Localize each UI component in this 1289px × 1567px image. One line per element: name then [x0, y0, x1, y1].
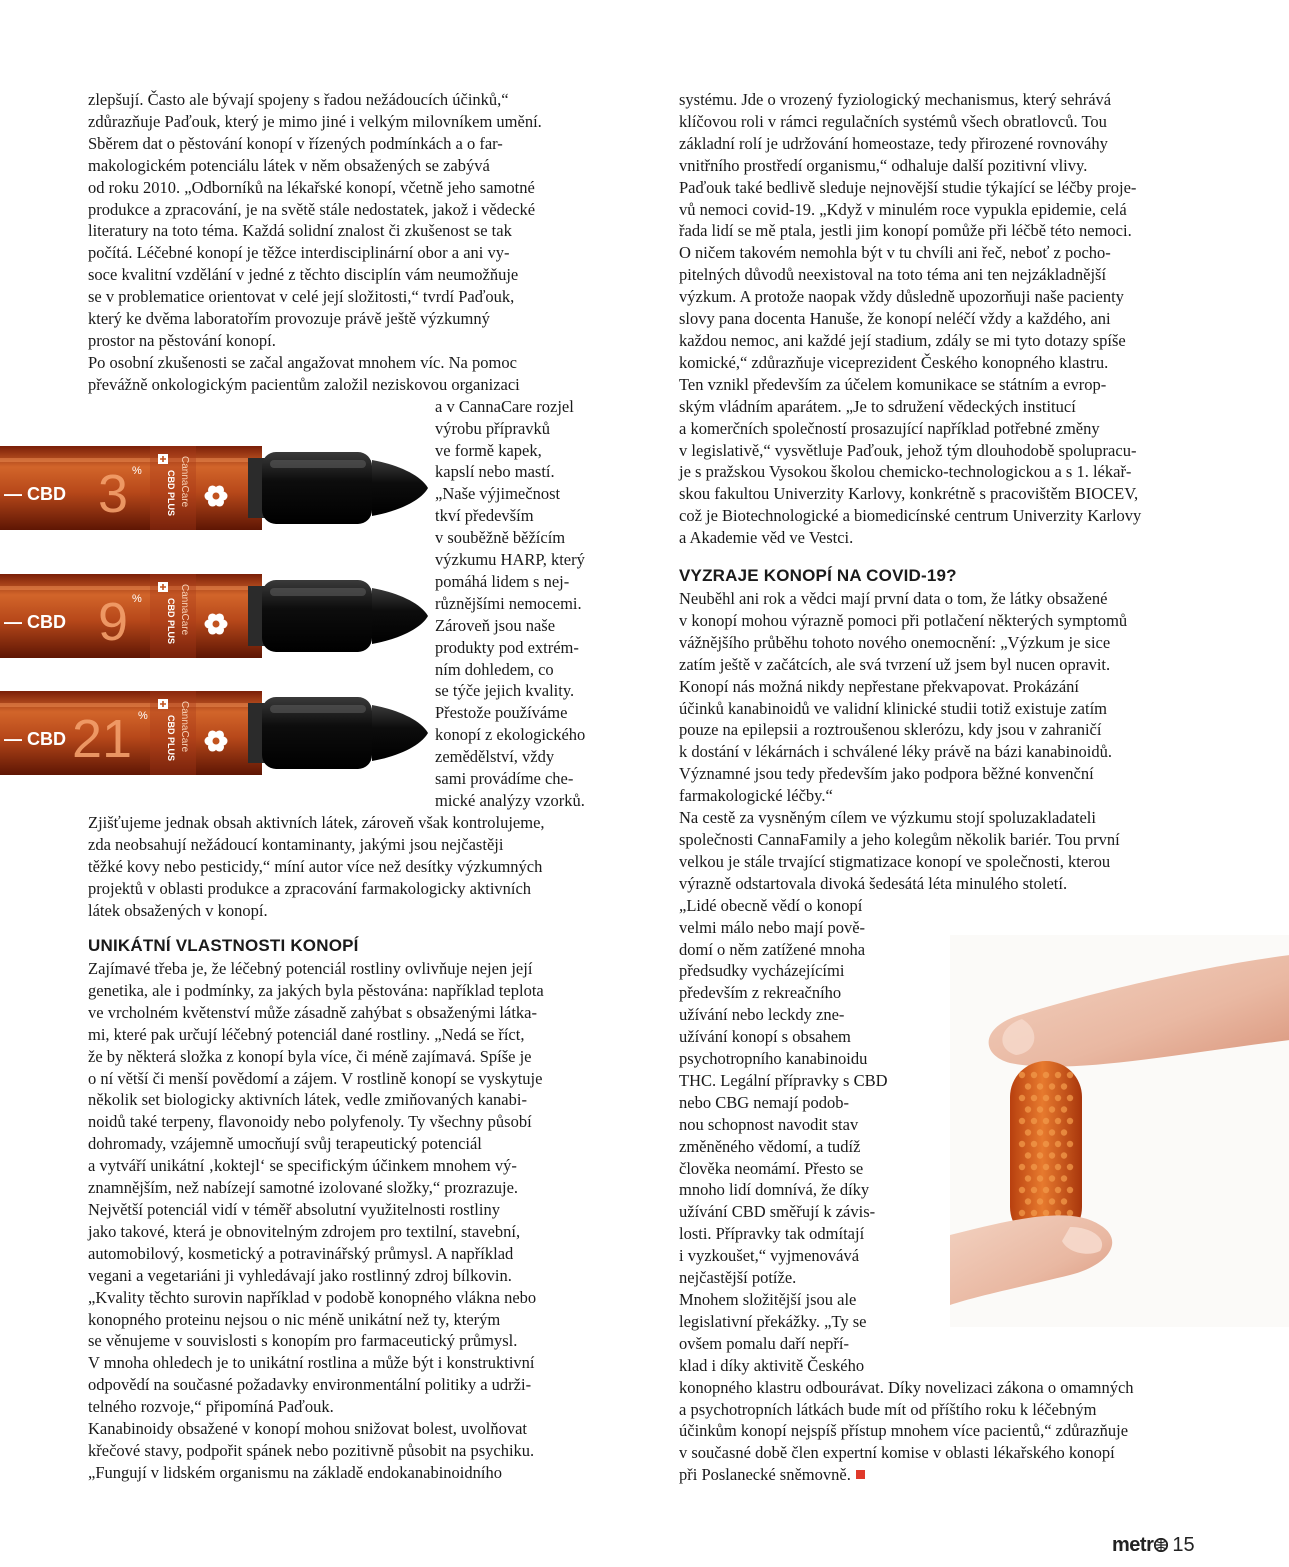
text-line: konopí z ekologického: [435, 725, 586, 745]
text-line: jako takové, která je obnovitelným zdrojem pro textilní, stavební,: [88, 1221, 521, 1241]
left-top-paragraph: [88, 89, 613, 396]
text-line: O ničem takovém nemohla být v tu chvíli ani řeč, neboť z pocho-: [679, 243, 1111, 263]
text-line: Paďouk také bedlivě sleduje nejnovější studie týkající se léčby proje-: [679, 177, 1137, 197]
text-line: pomáhá lidem s nej-: [435, 571, 570, 591]
text-line: velkou je stále trvající stigmatizace konopí ve společnosti, kterou: [679, 851, 1111, 871]
bottle-percent: 9: [98, 592, 129, 652]
text-line: makologickém potenciálu látek v něm obsažených se zabývá: [88, 155, 490, 175]
text-line: V mnoha ohledech je to unikátní rostlina a může být i konstruktivní: [88, 1353, 535, 1373]
text-line: „Naše výjimečnost: [435, 484, 561, 504]
text-line: účinkům konopí nejspíš přístup mnohem více pacientů,“ zdůrazňuje: [679, 1421, 1129, 1441]
text-line: nebo CBG nemají podob-: [679, 1092, 850, 1112]
text-line: noidů také terpeny, flavonoidy nebo polyfenoly. Ty všechny působí: [88, 1112, 532, 1132]
text-line: mické analýzy vzorků.: [435, 791, 585, 810]
text-line: literatury na toto téma. Každá solidní znalost či zkušenost se tak: [88, 221, 512, 241]
metro-logo-text: metr: [1112, 1534, 1154, 1556]
text-line: THC. Legální přípravky s CBD: [679, 1070, 888, 1090]
text-line: v souběžně běžícím: [435, 528, 566, 548]
text-line: řada lidí se mě ptala, jestli jim konopí pomůže při léčbě této nemoci.: [679, 221, 1132, 241]
text-line: užívání konopí s obsahem: [679, 1027, 851, 1047]
text-line: výrazně odstartovala divoká šedesátá léta minulého století.: [679, 873, 1068, 893]
text-line: předsudky vycházejícími: [679, 961, 845, 981]
text-line: legislativní překážky. „Ty se: [679, 1311, 867, 1331]
right-column: [679, 89, 1201, 549]
text-line: výzkum. A protože naopak vždy důsledně upozorňuji naše pacienty: [679, 287, 1124, 307]
page-footer: [1112, 1534, 1195, 1557]
text-line: mnoho lidí domnívá, že díky: [679, 1180, 870, 1200]
bottle-sub-label: CBD PLUS: [166, 715, 176, 762]
text-line: Největší potenciál vidí v téměř absolutní využitelnosti rostliny: [88, 1199, 500, 1219]
text-line: losti. Přípravky tak odmítají: [679, 1224, 865, 1244]
bottle-sub-label: CBD PLUS: [166, 470, 176, 517]
dropper-bottle: [0, 446, 428, 530]
text-line: základní rolí je udržování homeostaze, tedy přirozené rovnováhy: [679, 133, 1108, 153]
text-line: Zároveň jsou naše: [435, 615, 556, 635]
text-line: klíčovou roli v rámci regulačních systémů všech obratlovců. Tou: [679, 111, 1107, 131]
text-line: Po osobní zkušenosti se začal angažovat mnohem víc. Na pomoc: [88, 352, 517, 372]
text-line: farmakologické léčby.“: [679, 786, 833, 806]
text-line: různějšími nemocemi.: [435, 593, 582, 613]
text-line: systému. Jde o vrozený fyziologický mechanismus, který sehrává: [679, 90, 1112, 109]
text-line: účinků kanabinoidů ve validní klinické studii totiž existuje zatím: [679, 698, 1107, 718]
text-line: je s pražskou Vysokou školou chemicko-technologickou a s 1. lékař-: [679, 462, 1132, 482]
text-line: a psychotropních látkách bude mít od příštího roku k léčebným: [679, 1399, 1097, 1419]
metro-logo: [1112, 1534, 1169, 1557]
text-line: vnitřního prostředí organismu,“ odhaluje další pozitivní vlivy.: [679, 155, 1088, 175]
text-line: Významné jsou tedy především jako podpora běžné konvenční: [679, 764, 1094, 784]
text-line: zemědělství, vždy: [435, 747, 555, 767]
text-line: ve vrcholném květenství může zásadně zahýbat s obsaženými látka-: [88, 1002, 537, 1022]
bottle-cbd-label: — CBD: [4, 484, 66, 504]
text-line: od roku 2010. „Odborníků na lékařské konopí, včetně jeho samotné: [88, 177, 535, 197]
text-line: zdůrazňuje Paďouk, který je mimo jiné i velkým milovníkem umění.: [88, 111, 542, 131]
right-top-paragraph: [679, 89, 1201, 549]
text-line: sami provádíme che-: [435, 769, 574, 789]
text-line: Neuběhl ani rok a vědci mají první data o tom, že látky obsažené: [679, 589, 1108, 608]
text-line: vegani a vegetariáni ji vyhledávají jako rostlinný zdroj bílkovin.: [88, 1265, 512, 1285]
left-mid-paragraph: [88, 812, 613, 922]
text-line: velmi málo nebo mají pově-: [679, 917, 866, 937]
text-line: k dostání v lékárnách i schválené léky právě na bázi kanabinoidů.: [679, 742, 1112, 762]
text-line: pouze na epilepsii a roztroušenou sklerózu, kdy jsou v zahraničí: [679, 720, 1102, 740]
text-line: Konopí nás možná nikdy nepřestane překvapovat. Prokázání: [679, 676, 1080, 696]
text-line: prostor na pěstování konopí.: [88, 330, 276, 350]
text-line: ským vládním aparátem. „Je to sdružení vědeckých institucí: [679, 396, 1076, 416]
bottle-cbd-label: — CBD: [4, 612, 66, 632]
text-line: člověka neomámí. Přesto se: [679, 1158, 864, 1178]
bottle-percent: 21: [72, 709, 133, 769]
text-line: který ke dvěma laboratořím provozuje právě ještě výzkumný: [88, 309, 490, 329]
text-line: „Lidé obecně vědí o konopí: [679, 895, 863, 915]
text-line: zatím ještě v začátcích, ale svá tvrzení už jsem byl nucen opravit.: [679, 654, 1111, 674]
bottle-brand: CannaCare: [179, 456, 190, 508]
dropper-bottle: [0, 691, 428, 775]
text-line: těžké kovy nebo pesticidy,“ míní autor více než desítky výzkumných: [88, 856, 543, 876]
dropper-bottle: [0, 574, 428, 658]
text-line: výrobu přípravků: [435, 418, 551, 438]
text-line: vážnějšího průběhu tohoto nového onemocnění: „Výzkum je sice: [679, 632, 1111, 652]
page-number: 15: [1172, 1534, 1195, 1556]
text-line: projektů v oblasti produkce a zpracování farmakologicky aktivních: [88, 878, 532, 898]
text-line: látek obsažených v konopí.: [88, 900, 268, 920]
left-bottom-column: [88, 958, 613, 1484]
text-line: Mnohem složitější jsou ale: [679, 1290, 857, 1309]
text-line: i vyzkoušet,“ vyjmenovává: [679, 1246, 860, 1266]
text-line: užívání CBD směřují k závis-: [679, 1202, 876, 1222]
text-line: dohromady, vzájemně umocňují svůj terapeutický potenciál: [88, 1134, 482, 1154]
text-line: převážně onkologickým pacientům založil neziskovou organizaci: [88, 374, 520, 394]
text-line: se týče jejich kvality.: [435, 681, 575, 701]
left-wrap-text: [435, 396, 613, 812]
text-line: nejčastější potíže.: [679, 1268, 797, 1288]
text-line: produkce a zpracování, je na světě stále nedostatek, jakož i vědecké: [88, 199, 536, 219]
text-line: nou schopnost navodit stav: [679, 1114, 859, 1134]
article-end-mark: [856, 1470, 865, 1479]
text-line: mi, které pak určují léčebný potenciál dané rostliny. „Nedá se říct,: [88, 1024, 525, 1044]
text-line: ve formě kapek,: [435, 440, 542, 460]
text-line: počítá. Léčebné konopí je těžce interdisciplinární obor a ani vy-: [88, 243, 510, 263]
text-line: produkty pod extrém-: [435, 637, 579, 657]
text-line: telného rozvoje,“ připomíná Paďouk.: [88, 1397, 334, 1417]
text-line: ovšem pomalu daří nepří-: [679, 1333, 849, 1353]
bottle-sub-label: CBD PLUS: [166, 598, 176, 645]
text-line: konopného klastru odbourávat. Díky novelizaci zákona o omamných: [679, 1377, 1134, 1397]
text-line: užívání nebo leckdy zne-: [679, 1005, 845, 1025]
bottle-cbd-label: — CBD: [4, 729, 66, 749]
text-line: v současné době člen expertní komise v oblasti lékařského konopí: [679, 1443, 1115, 1463]
cbd-dropper-bottles-image: [0, 438, 432, 818]
text-line: Kanabinoidy obsažené v konopí mohou snižovat bolest, uvolňovat: [88, 1419, 528, 1439]
text-line: křečové stavy, podpořit spánek nebo pozitivně působit na psychiku.: [88, 1440, 535, 1460]
text-line: komické,“ zdůrazňuje viceprezident Českého konopného klastru.: [679, 352, 1109, 372]
text-line: psychotropního kanabinoidu: [679, 1049, 868, 1069]
bottle-brand: CannaCare: [179, 701, 190, 753]
text-line: a Akademie věd ve Vestci.: [679, 528, 854, 548]
text-line: a v CannaCare rozjel: [435, 396, 574, 416]
text-line: že by některá složka z konopí byla více, či méně zajímavá. Spíše je: [88, 1046, 532, 1066]
text-line: především z rekreačního: [679, 983, 842, 1003]
bottle-percent-sign: %: [132, 465, 142, 477]
bottle-percent-sign: %: [132, 593, 142, 605]
text-line: kapslí nebo mastí.: [435, 462, 555, 482]
text-line: se věnujeme v souvislosti s konopím pro farmaceutický průmysl.: [88, 1331, 518, 1351]
text-line: odpovědí na současné požadavky environmentální politiky a udrži-: [88, 1375, 532, 1395]
text-line: ním dohledem, co: [435, 659, 554, 679]
text-line: Ten vznikl především za účelem komunikace se státním a evrop-: [679, 374, 1107, 394]
text-line: o ní větší či menší povědomí a zájem. V rostlině konopí se vyskytuje: [88, 1068, 543, 1088]
text-line: klad i díky aktivitě Českého: [679, 1355, 865, 1375]
bottle-percent-sign: %: [138, 710, 148, 722]
bottle-percent: 3: [98, 464, 129, 524]
text-line: „Kvality těchto surovin například v podobě konopného vlákna nebo: [88, 1287, 537, 1307]
text-line: v konopí mohou výrazně pomoci při potlačení některých symptomů: [679, 610, 1128, 630]
text-line: Na cestě za vysněným cílem ve výzkumu stojí spoluzakladateli: [679, 808, 1096, 828]
text-line: skou fakultou Univerzity Karlovy, konkrétně s pracovištěm BIOCEV,: [679, 484, 1139, 504]
right-mid-paragraph: [679, 588, 1201, 895]
text-line: se v problematice orientovat v celé její složitosti,“ tvrdí Paďouk,: [88, 287, 515, 307]
text-line: výzkumu HARP, který: [435, 550, 585, 570]
text-line: konopného proteinu nejsou o nic méně unikátní než ty, kterým: [88, 1309, 501, 1329]
text-line: Sběrem dat o pěstování konopí v řízených podmínkách a o far-: [88, 133, 503, 153]
text-line: soce kvalitní vzdělání v jedné z těchto disciplín vám neumožňuje: [88, 265, 519, 285]
text-line: slovy pana docenta Hanuše, že konopí neléčí vždy a každého, ani: [679, 309, 1111, 329]
text-line: při Poslanecké sněmovně.: [679, 1464, 1201, 1486]
text-line: každou nemoc, ani každé její stadium, zdály se mi tyto dotazy spíše: [679, 330, 1126, 350]
text-line: zda neobsahují nežádoucí kontaminanty, jakými jsou nejčastěji: [88, 834, 504, 854]
section-heading-covid: VYZRAJE KONOPÍ NA COVID-19?: [679, 566, 957, 585]
text-line: změněného vědomí, a tudíž: [679, 1136, 861, 1156]
text-line: tkví především: [435, 506, 534, 526]
left-bottom-paragraph: [88, 958, 613, 1484]
text-line: genetika, ale i podmínky, za jakých byla pěstována: například teplota: [88, 980, 544, 1000]
metro-logo-globe-icon: [1154, 1538, 1168, 1552]
section-heading-unique-properties: UNIKÁTNÍ VLASTNOSTI KONOPÍ: [88, 936, 359, 955]
text-line: domí o něm zatížené mnoha: [679, 939, 866, 959]
text-line: automobilový, kosmetický a potravinářský průmysl. A například: [88, 1243, 514, 1263]
text-line: v legislativě,“ vysvětluje Paďouk, jehož tým dlouhodobě spolupracu-: [679, 440, 1137, 460]
text-line: zlepšují. Často ale bývají spojeny s řadou nežádoucích účinků,“: [88, 90, 509, 109]
right-bottom-paragraph: [679, 1377, 1201, 1487]
text-line: pitelných důvodů neexistoval na toto téma ani ten nejzákladnější: [679, 265, 1107, 285]
text-line: vů nemoci covid-19. „Když v minulém roce vypukla epidemie, celá: [679, 199, 1127, 219]
text-line: několik set biologicky aktivních látek, vedle zmiňovaných kanabi-: [88, 1090, 527, 1110]
text-line: Přestože používáme: [435, 703, 568, 723]
capsule-between-fingers-image: [950, 935, 1289, 1327]
text-line: a komerčních společností prosazující například potřebné změny: [679, 418, 1100, 438]
text-line: společnosti CannaFamily a jeho kolegům několik bariér. Tou první: [679, 829, 1120, 849]
text-line: Zajímavé třeba je, že léčebný potenciál rostliny ovlivňuje nejen její: [88, 959, 533, 978]
text-line: znamnějším, než nabízejí samotné izolované složky,“ prozrazuje.: [88, 1178, 519, 1198]
text-line: což je Biotechnologické a biomedicínské centrum Univerzity Karlovy: [679, 506, 1142, 526]
text-line: „Fungují v lidském organismu na základě endokanabinoidního: [88, 1462, 502, 1482]
text-line: Zjišťujeme jednak obsah aktivních látek, zároveň však kontrolujeme,: [88, 812, 545, 832]
text-line: a vytváří unikátní ‚koktejl‘ se specifickým účinkem mnohem vý-: [88, 1156, 517, 1176]
bottle-brand: CannaCare: [179, 584, 190, 636]
